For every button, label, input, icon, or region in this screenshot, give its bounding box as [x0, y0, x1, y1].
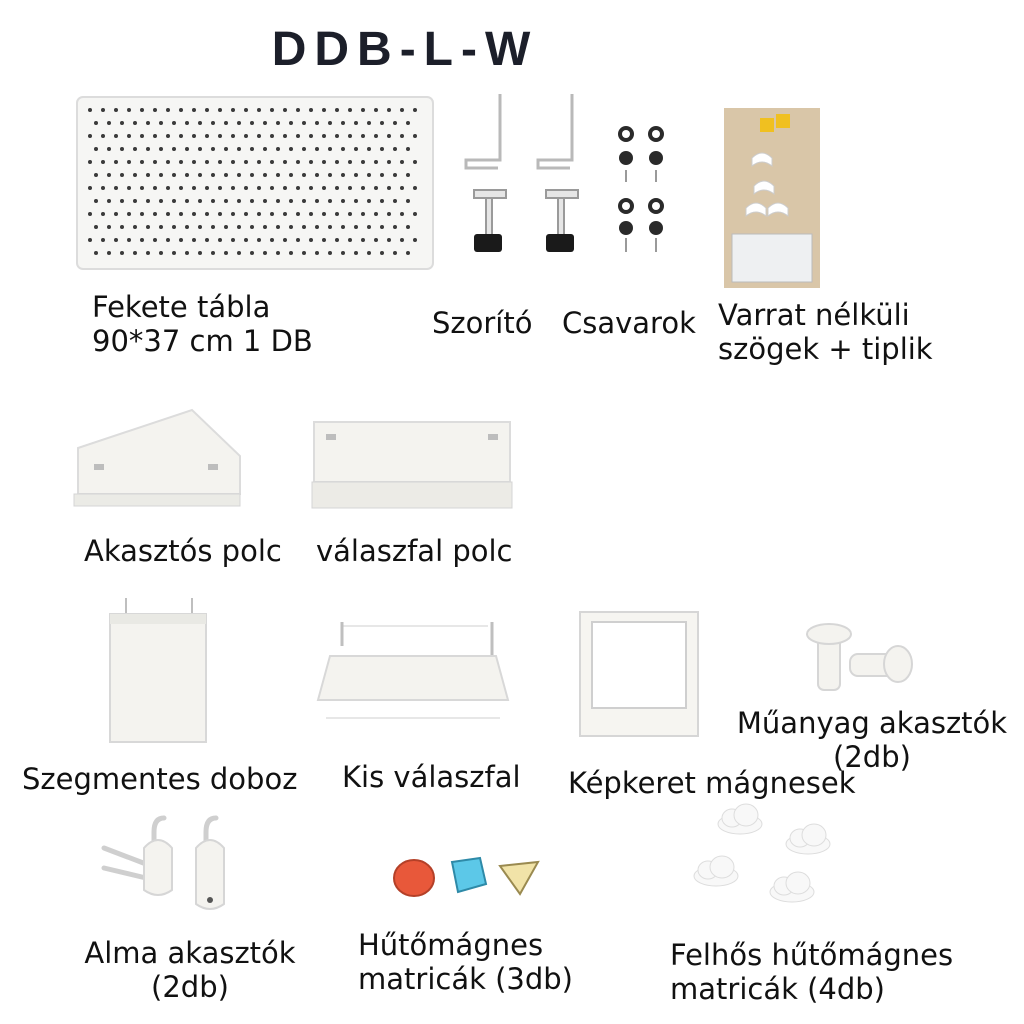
photo-frame-image — [578, 610, 700, 738]
page-title: DDB-L-W — [271, 23, 539, 76]
screws-label: Csavarok — [562, 306, 696, 340]
fridge-magnets-label: Hűtőmágnes matricák (3db) — [358, 928, 573, 996]
plastic-hooks-label: Műanyag akasztók (2db) — [736, 706, 1008, 774]
partition-shelf-label: válaszfal polc — [316, 534, 513, 568]
triangle-magnet-icon — [500, 862, 538, 894]
nails-label: Varrat nélküli szögek + tiplik — [718, 298, 933, 366]
small-partition-label: Kis válaszfal — [342, 760, 521, 794]
plastic-hooks-image — [800, 620, 920, 696]
seamless-box-image — [106, 598, 210, 748]
hanging-shelf-image — [72, 408, 246, 510]
fridge-magnets-image — [388, 852, 548, 902]
clamp-image — [460, 90, 590, 260]
pegboard-image — [76, 96, 436, 272]
round-magnet-icon — [394, 860, 434, 896]
photo-frame-label: Képkeret mágnesek — [568, 766, 856, 800]
cloud-magnets-image — [680, 800, 850, 910]
screws-image — [612, 120, 672, 260]
seamless-box-label: Szegmentes doboz — [22, 762, 298, 796]
cube-magnet-icon — [452, 858, 486, 892]
nails-image — [724, 108, 820, 288]
partition-shelf-image — [310, 420, 514, 512]
hanging-shelf-label: Akasztós polc — [84, 534, 282, 568]
clamp-label: Szorító — [432, 306, 533, 340]
cloud-magnets-label: Felhős hűtőmágnes matricák (4db) — [670, 938, 954, 1006]
apple-hooks-image — [96, 808, 246, 918]
small-partition-image — [312, 618, 512, 728]
apple-hooks-label: Alma akasztók (2db) — [84, 936, 296, 1004]
board-label: Fekete tábla 90*37 cm 1 DB — [92, 290, 313, 358]
